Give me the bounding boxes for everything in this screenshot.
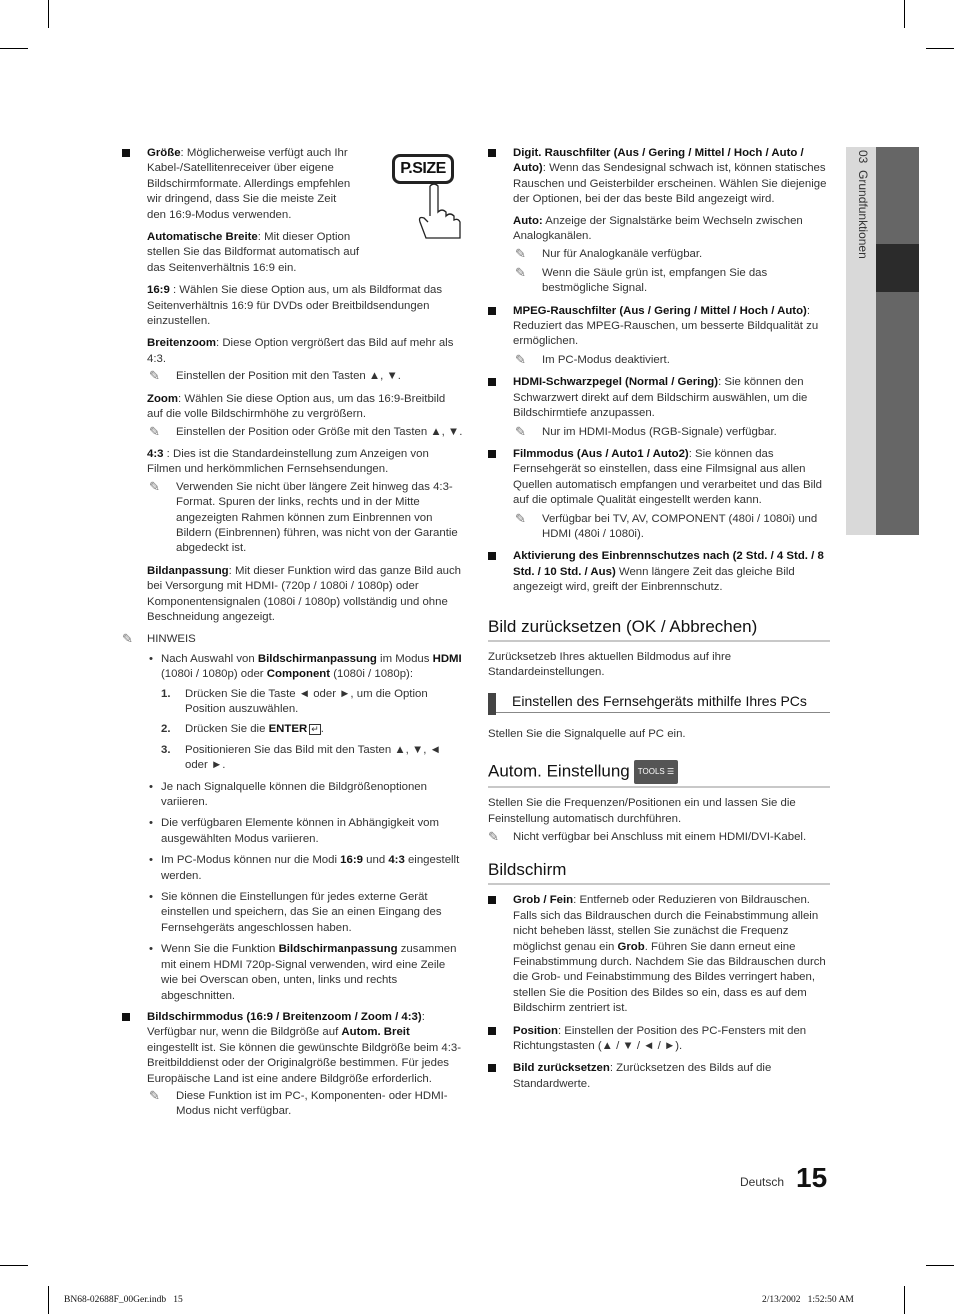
psize-label: P.SIZE [392,154,454,184]
crop-mark [904,0,905,28]
pencil-icon: ✎ [515,510,526,526]
page-language: Deutsch [740,1175,785,1189]
list-item: Filmmodus (Aus / Auto1 / Auto2): Sie können das Fernsehgerät so einstellen, dass eine Filmsignal aus allen Quellen automatisch empfangen und verarbeitet und das Bild auf die optimale Qualität eingestellt werden kann. [488,447,830,509]
paragraph: Automatische Breite: Mit dieser Option stellen Sie das Bildformat automatisch auf das Seitenverhältnis 16:9 ein. [147,231,360,274]
paragraph: Zurücksetzeb Ihres aktuellen Bildmodus auf ihre Standardeinstellungen. [488,650,732,678]
square-bullet-icon [122,1013,130,1021]
pencil-icon: ✎ [149,423,160,439]
square-bullet-icon [488,149,496,157]
pencil-icon: ✎ [515,264,526,280]
list-item: Position: Einstellen der Position des PC-Fensters mit den Richtungstasten (▲ / ▼ / ◄ / ►). [488,1024,830,1055]
crop-mark [926,1265,954,1266]
paragraph: 16:9 : Wählen Sie diese Option aus, um als Bildformat das Seitenverhältnis 16:9 für DVDs oder Breitbildsendungen einzustellen. [147,284,443,328]
pencil-icon: ✎ [149,1087,160,1103]
list-item: Größe: Möglicherweise verfügt auch Ihr Kabel-/Satellitenreceiver über eigene Bildschirmformate. Allerdings empfehlen wir dringend, dass Sie die meiste Zeit den 16:9-Modus verwenden. [122,146,357,223]
square-bullet-icon [488,307,496,315]
pencil-icon: ✎ [515,351,526,367]
list-item: Bildschirmmodus (16:9 / Breitenzoom / Zoom / 4:3): Verfügbar nur, wenn die Bildgröße auf Autom. Breit eingestellt ist. Sie können die gewünschte Bildgröße beim 4:3-Breitbilddienst oder der Originalgröße bestimmen. Für jedes Europäische Land ist eine andere Bildgröße erforderlich. [122,1010,464,1087]
paragraph: Zoom: Wählen Sie diese Option aus, um das 16:9-Breitbild auf die volle Bildschirmhöhe zu vergrößern. [147,392,446,421]
section-heading-reset: Bild zurücksetzen (OK / Abbrechen) [488,616,830,642]
chapter-tab-dark [876,147,919,535]
section-heading-screen: Bildschirm [488,859,830,885]
list-item: • Nach Auswahl von Bildschirmanpassung im Modus HDMI (1080i / 1080p) oder Component (1080i / 1080p): 1. Drücken Sie die Taste ◄ oder ►, um die Option Position auszuwählen. 2. Drücken Sie die ENTER ↵ . 3. Positionieren Sie das Bild mit den Tasten ▲, ▼, ◄ oder ►. [147,652,464,774]
heading-bar [488,693,496,715]
square-bullet-icon [488,1027,496,1035]
pencil-icon: ✎ [149,368,160,384]
note: ✎ Nur im HDMI-Modus (RGB-Signale) verfügbar. [515,423,777,439]
numbered-step: 1. Drücken Sie die Taste ◄ oder ►, um die Option Position auszuwählen. [161,687,428,715]
print-file-info: BN68-02688F_00Ger.indb 15 [64,1295,183,1305]
crop-mark [48,0,49,28]
note: ✎ Einstellen der Position oder Größe mit den Tasten ▲, ▼. [149,423,463,439]
chapter-tab-active [876,244,919,292]
note: ✎ Verfügbar bei TV, AV, COMPONENT (480i / 1080i) und HDMI (480i / 1080i). [515,510,818,540]
list-item: MPEG-Rauschfilter (Aus / Gering / Mittel / Hoch / Auto): Reduziert das MPEG-Rauschen, um besserte Bildqualität zu ermöglichen. [488,304,830,350]
right-column [488,146,830,1099]
note: ✎ Diese Funktion ist im PC-, Komponenten- oder HDMI-Modus nicht verfügbar. [149,1087,448,1118]
print-date-info: 2/13/2002 1:52:50 AM [762,1295,854,1305]
note: ✎ Wenn die Säule grün ist, empfangen Sie das bestmögliche Signal. [515,264,768,295]
paragraph: Bildanpassung: Mit dieser Funktion wird das ganze Bild auch bei Versorgung mit HDMI- (720p / 1080i / 1080p) oder Komponentensignalen (1080i / 1080p) vollständig und ohne Beschneidung angezeigt. [147,564,462,623]
psize-button-illustration [392,154,464,242]
chapter-number: 03 [856,150,870,164]
crop-mark [0,48,28,49]
paragraph: Auto: Anzeige der Signalstärke beim Wechseln zwischen Analogkanälen. [513,214,803,243]
note: ✎ Im PC-Modus deaktiviert. [515,351,670,367]
list-item: • Im PC-Modus können nur die Modi 16:9 und 4:3 eingestellt werden. [149,854,460,882]
section-heading-auto: Autom. Einstellung TOOLS ☰ [488,760,830,788]
note: ✎ Verwenden Sie nicht über längere Zeit hinweg das 4:3-Format. Spuren der links, rechts und in der Mitte angezeigten Rahmen können zum Einbrennen von Bildern (Einbrennen) führen, was nicht von der Garantie abgedeckt ist. [149,478,458,555]
square-bullet-icon [122,149,130,157]
note: ✎ Nicht verfügbar bei Anschluss mit einem HDMI/DVI-Kabel. [488,829,807,844]
square-bullet-icon [488,450,496,458]
crop-mark [48,1286,49,1314]
crop-mark [926,48,954,49]
list-item: Bild zurücksetzen: Zurücksetzen des Bilds auf die Standardwerte. [488,1061,830,1092]
paragraph: Stellen Sie die Signalquelle auf PC ein. [488,727,686,740]
list-item: Grob / Fein: Entferneb oder Reduzieren von Bildrauschen. Falls sich das Bildrauschen durch die Feinabstimmung allein nicht beheben lässt, stellen Sie zunächst die Frequenz möglichst genau ein Grob. Führen Sie dann erneut eine Feinabstimmung durch. Nachdem Sie das Bildrauschen durch die Grob- und Feinabstimmung des Bildes verringert haben, stellen Sie die Position des Bildes so ein, dass es auf dem Bildschirm zentriert ist. [488,893,830,1016]
numbered-step: 3. Positionieren Sie das Bild mit den Tasten ▲, ▼, ◄ oder ►. [161,743,441,772]
note: ✎ Einstellen der Position mit den Tasten ▲, ▼. [149,368,401,384]
crop-mark [904,1286,905,1314]
left-column [122,146,464,1127]
list-item: • Sie können die Einstellungen für jedes externe Gerät einstellen und speichern, das Sie an einen Eingang des Fernsehgeräts angeschlossen haben. [149,891,442,934]
pencil-icon: ✎ [488,829,499,844]
square-bullet-icon [488,378,496,386]
square-bullet-icon [488,552,496,560]
pencil-icon: ✎ [149,478,160,494]
pencil-icon: ✎ [515,246,526,262]
note: ✎ Nur für Analogkanäle verfügbar. [515,246,703,262]
list-item: • Je nach Signalquelle können die Bildgrößenoptionen variieren. [149,780,427,809]
paragraph: Breitenzoom: Diese Option vergrößert das Bild auf mehr als 4:3. [147,337,454,365]
paragraph: Stellen Sie die Frequenzen/Positionen ein und lassen Sie die Feinstellung automatisch durchführen. [488,797,796,825]
crop-mark [0,1265,28,1266]
chapter-title: Grundfunktionen [856,170,870,259]
list-item: HDMI-Schwarzpegel (Normal / Gering): Sie können den Schwarzwert direkt auf dem Bildschirm auswählen, um die Bildschirmtiefe anzupassen. [488,375,830,421]
hinweis-heading: ✎ HINWEIS [122,631,196,647]
list-item: Aktivierung des Einbrennschutzes nach (2 Std. / 4 Std. / 8 Std. / 10 Std. / Aus) Wenn längere Zeit das gleiche Bild angezeigt wird, greift der Einbrennschutz. [488,549,830,595]
hand-pointer-icon [412,182,472,242]
chapter-label [850,150,870,310]
pencil-icon: ✎ [515,423,526,439]
numbered-step: 2. Drücken Sie die ENTER ↵ . [161,723,324,736]
square-bullet-icon [488,1064,496,1072]
list-item: • Wenn Sie die Funktion Bildschirmanpassung zusammen mit einem HDMI 720p-Signal verwenden, wird eine Zeile wie bei Overscan oben, unten, links und rechts abgeschnitten. [149,943,457,1002]
tools-icon: TOOLS ☰ [634,760,678,784]
list-item: Digit. Rauschfilter (Aus / Gering / Mittel / Hoch / Auto / Auto): Wenn das Sendesignal schwach ist, können statisches Rauschen und Geisterbilder erscheinen. Wählen Sie diejenige der Optionen, bei der das beste Bild angezeigt wird. [488,146,830,208]
list-item: • Die verfügbaren Elemente können in Abhängigkeit vom ausgewählten Modus variieren. [149,817,439,845]
pencil-icon: ✎ [122,631,133,647]
page-number: 15 [796,1162,828,1193]
enter-icon: ↵ [311,724,319,735]
paragraph: 4:3 : Dies ist die Standardeinstellung zum Anzeigen von Filmen und herkömmlichen Fernsehsendungen. [147,447,429,476]
square-bullet-icon [488,896,496,904]
subsection-heading-pc: Einstellen des Fernsehgeräts mithilfe Ihres PCs [488,694,830,712]
